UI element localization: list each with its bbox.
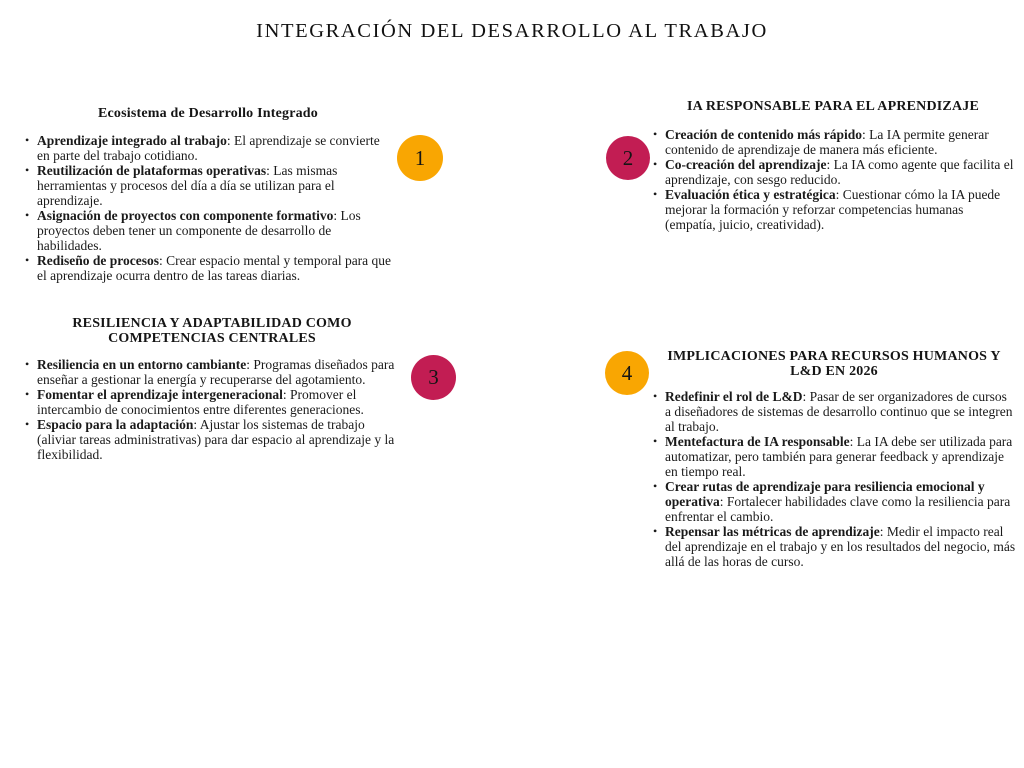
step-badge-4: 4 [605,351,649,395]
bullet-dot-icon: • [25,417,30,431]
item-rest: : Fortalecer habilidades clave como la resiliencia para enfrentar el cambio. [665,494,1011,524]
list-item [652,524,1016,569]
section-bullet-list [24,357,400,462]
item-lead: Espacio para la adaptación [37,417,194,432]
list-item [24,163,392,208]
section-heading: IMPLICACIONES PARA RECURSOS HUMANOS Y L&D EN 2026 [667,349,1001,379]
page-title: INTEGRACIÓN DEL DESARROLLO AL TRABAJO [256,20,768,42]
list-item [24,253,392,283]
list-item [652,127,1014,157]
step-badge-1: 1 [397,135,443,181]
item-rest: : Programas diseñados para enseñar a gestionar la energía y recuperarse del agotamiento. [37,357,395,387]
section-implicaciones-rrhh [652,349,1016,569]
item-rest: : El aprendizaje se convierte en parte del trabajo cotidiano. [37,133,380,163]
section-bullet-list [652,127,1014,232]
section-heading: Ecosistema de Desarrollo Integrado [97,106,318,121]
bullet-dot-icon: • [25,253,30,267]
item-lead: Creación de contenido más rápido [665,127,863,142]
item-rest: : Cuestionar cómo la IA puede mejorar la formación y reforzar competencias humanas (empatía, juicio, creatividad). [665,187,1001,232]
item-rest: : Crear espacio mental y temporal para que el aprendizaje ocurra dentro de las tareas diarias. [37,253,392,283]
list-item [24,208,392,253]
bullet-dot-icon: • [25,208,30,222]
item-lead: Fomentar el aprendizaje intergeneracional [37,387,283,402]
item-rest: : Promover el intercambio de conocimientos entre diferentes generaciones. [37,387,364,417]
bullet-dot-icon: • [653,524,658,538]
bullet-dot-icon: • [25,133,30,147]
item-lead: Co-creación del aprendizaje [665,157,827,172]
step-badge-2: 2 [606,136,650,180]
list-item [652,389,1016,434]
item-lead: Rediseño de procesos [37,253,160,268]
item-rest: : Las mismas herramientas y procesos del día a día se utilizan para el aprendizaje. [37,163,338,208]
item-rest: : La IA debe ser utilizada para automatizar, pero también para generar feedback y aprendizaje en tiempo real. [665,434,1013,479]
item-lead: Repensar las métricas de aprendizaje [665,524,880,539]
list-item [24,417,400,462]
list-item [24,387,400,417]
item-rest: : Ajustar los sistemas de trabajo (aliviar tareas administrativas) para dar espacio al aprendizaje y la flexibilidad. [37,417,395,462]
item-rest: : La IA permite generar contenido de aprendizaje de manera más eficiente. [665,127,989,157]
item-lead: Mentefactura de IA responsable [665,434,850,449]
list-item [24,133,392,163]
list-item [24,357,400,387]
list-item [652,187,1014,232]
section-heading: RESILIENCIA Y ADAPTABILIDAD COMO COMPETENCIAS CENTRALES [72,316,352,346]
section-bullet-list [24,133,392,283]
section-ia-responsable [652,99,1014,232]
item-lead: Resiliencia en un entorno cambiante [37,357,247,372]
bullet-dot-icon: • [653,389,658,403]
item-rest: : La IA como agente que facilita el aprendizaje, con sesgo reducido. [665,157,1014,187]
list-item [652,434,1016,479]
section-bullet-list [652,389,1016,569]
section-ecosistema-desarrollo [24,106,392,283]
bullet-dot-icon: • [25,163,30,177]
bullet-dot-icon: • [653,187,658,201]
bullet-dot-icon: • [653,157,658,171]
item-rest: : Los proyectos deben tener un componente de desarrollo de habilidades. [37,208,361,253]
bullet-dot-icon: • [653,127,658,141]
bullet-dot-icon: • [25,357,30,371]
item-lead: Aprendizaje integrado al trabajo [37,133,227,148]
item-lead: Reutilización de plataformas operativas [37,163,267,178]
item-lead: Redefinir el rol de L&D [665,389,803,404]
item-rest: : Pasar de ser organizadores de cursos a diseñadores de sistemas de desarrollo continuo que se integren al trabajo. [665,389,1013,434]
item-lead: Crear rutas de aprendizaje para resiliencia emocional y operativa [665,479,985,509]
list-item [652,479,1016,524]
bullet-dot-icon: • [653,434,658,448]
item-lead: Asignación de proyectos con componente formativo [37,208,334,223]
section-resiliencia-adaptabilidad [24,316,400,462]
section-heading: IA RESPONSABLE PARA EL APRENDIZAJE [686,99,980,114]
step-badge-3: 3 [411,355,456,400]
item-rest: : Medir el impacto real del aprendizaje en el trabajo y en los resultados del negocio, más allá de las horas de curso. [665,524,1016,569]
list-item [652,157,1014,187]
item-lead: Evaluación ética y estratégica [665,187,836,202]
bullet-dot-icon: • [653,479,658,493]
bullet-dot-icon: • [25,387,30,401]
